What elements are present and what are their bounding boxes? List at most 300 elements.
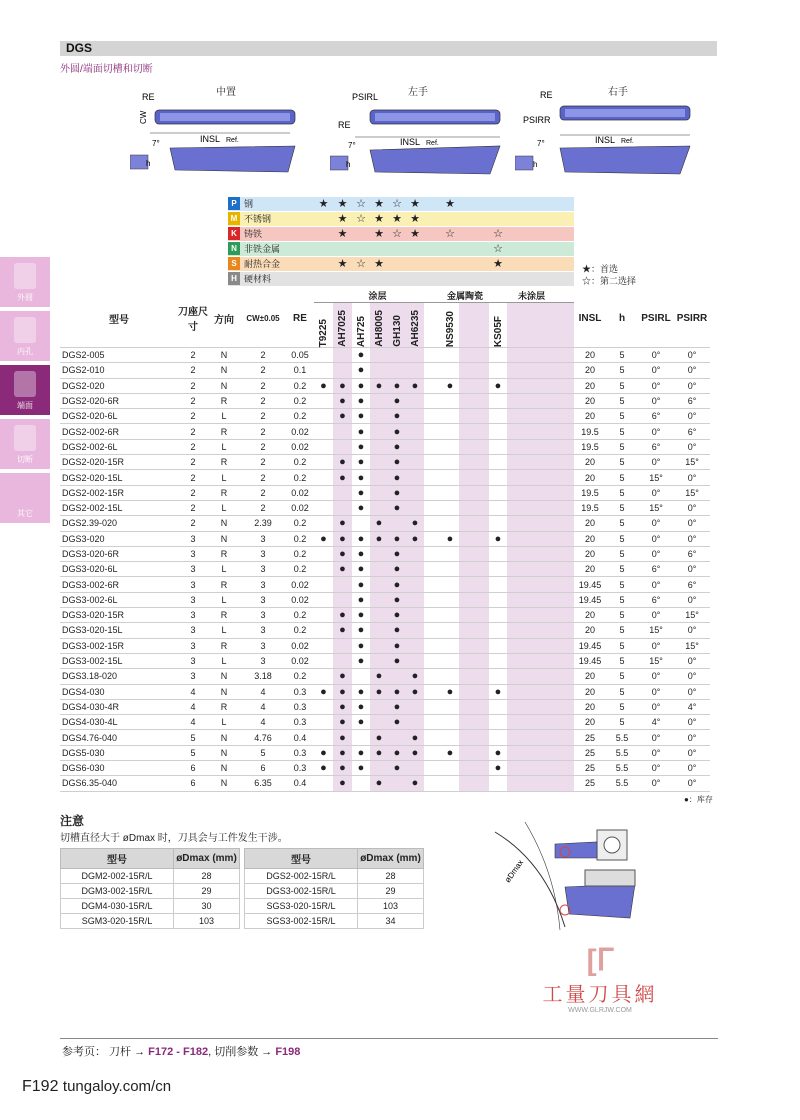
cell-grade-stock [314,730,333,745]
svg-text:Ref.: Ref. [621,138,634,145]
material-name: 非铁金属 [244,244,281,254]
cell-grade-stock [370,608,388,623]
cell-grade-stock [507,684,574,699]
cell-cw: 3 [240,546,286,561]
cell-grade-stock: ● [352,715,370,730]
cell-cw: 2 [240,455,286,470]
material-grade-mark: ☆ [392,198,402,210]
cell-grade-stock [459,592,489,607]
material-row [228,227,574,241]
cell-seat: 3 [178,531,208,546]
cell-grade-stock: ● [388,715,406,730]
cell-grade-stock [424,531,441,546]
cell-h: 5 [606,378,638,393]
cell-psirr: 0° [674,516,710,531]
cell-re: 0.2 [286,623,314,638]
cell-grade-stock [459,715,489,730]
col-h: h [606,289,638,348]
cell-grade-stock: ● [370,378,388,393]
svg-text:7°: 7° [348,141,356,150]
cell-psirl: 0° [638,348,674,363]
cell-grade-stock [441,516,459,531]
cell-grade-stock [370,455,388,470]
cell-grade-stock: ● [352,393,370,408]
dmax-left-col-value: øDmax (mm) [174,849,240,869]
ref-toolholder-range[interactable]: F172 - F182 [148,1046,209,1058]
cell-grade-stock: ● [406,669,424,684]
cell-seat: 2 [178,516,208,531]
sidebar-tab-other[interactable]: 其它 [0,473,50,523]
material-grade-mark: ★ [337,198,348,210]
cell-grade-stock [424,393,441,408]
site-url[interactable]: tungaloy.com/cn [62,1078,172,1095]
cell-insl: 20 [574,531,606,546]
cell-h: 5 [606,470,638,485]
cell-grade-stock [314,546,333,561]
cell-grade-stock [333,439,352,454]
cell-model: DGS3-020 [60,531,178,546]
material-name: 铸铁 [244,229,263,239]
cell-grade-stock [424,776,441,791]
material-grade-mark: ☆ [356,258,366,270]
cell-grade-stock [489,608,507,623]
cell-grade-stock [370,393,388,408]
group-coated: 涂层 [314,289,441,303]
cell-insl: 19.5 [574,424,606,439]
cell-re: 0.2 [286,669,314,684]
cell-h: 5 [606,531,638,546]
cell-model: DGS2-020-6L [60,409,178,424]
cell-grade-stock: ● [333,409,352,424]
cell-psirr: 0° [674,409,710,424]
col-cw: CW±0.05 [240,289,286,348]
dmax-value: 30 [174,899,240,914]
cell-h: 5.5 [606,761,638,776]
material-grade-mark: ☆ [392,228,402,240]
cell-re: 0.2 [286,393,314,408]
cell-grade-stock [489,546,507,561]
cell-grade-stock [441,409,459,424]
table-row [60,684,710,699]
cell-model: DGS4-030 [60,684,178,699]
dmax-model: DGM4-030-15R/L [61,899,174,914]
cell-psirl: 0° [638,684,674,699]
cell-h: 5 [606,577,638,592]
cell-insl: 20 [574,608,606,623]
ref-cutting-page[interactable]: F198 [275,1046,301,1058]
cell-grade-stock: ● [388,409,406,424]
cell-grade-stock [370,348,388,363]
cell-h: 5 [606,393,638,408]
cell-grade-stock: ● [441,745,459,760]
sidebar-tab-internal[interactable]: 内孔 [0,311,50,361]
cell-grade-stock: ● [352,485,370,500]
material-letter: P [228,197,240,210]
diagram-center-title: 中置 [216,87,236,98]
cell-grade-stock [459,638,489,653]
watermark [515,943,685,1014]
cell-re: 0.02 [286,439,314,454]
dmax-row [61,884,240,899]
dmax-row [61,869,240,884]
cell-grade-stock [459,439,489,454]
cell-psirl: 0° [638,485,674,500]
cell-psirr: 0° [674,531,710,546]
material-grade-mark: ★ [410,228,420,240]
cell-model: DGS2-020-6R [60,393,178,408]
cell-insl: 20 [574,455,606,470]
cell-re: 0.02 [286,653,314,668]
svg-text:PSIRL: PSIRL [352,92,379,102]
svg-text:RE: RE [540,90,553,100]
cell-model: DGS2-002-6L [60,439,178,454]
dmax-row [61,914,240,929]
section-subtitle: 外圆/端面切槽和切断 [60,64,153,75]
cell-psirl: 0° [638,761,674,776]
cell-grade-stock [333,577,352,592]
material-name: 钢 [244,199,254,209]
reference-divider [60,1038,718,1039]
cell-model: DGS3-002-6L [60,592,178,607]
dmax-label: øDmax [503,858,526,885]
cell-cw: 3 [240,562,286,577]
dmax-right-col-model: 型号 [245,849,358,869]
cell-psirr: 0° [674,745,710,760]
cell-grade-stock [459,546,489,561]
cell-model: DGS4-030-4L [60,715,178,730]
section-title-bar [60,41,717,56]
cell-direction: N [208,348,240,363]
cell-cw: 2 [240,470,286,485]
cell-grade-stock [507,470,574,485]
cell-insl: 19.5 [574,485,606,500]
cell-grade-stock: ● [388,378,406,393]
dmax-model: DGS3-002-15R/L [245,884,358,899]
cell-grade-stock [314,363,333,378]
cell-re: 0.3 [286,715,314,730]
table-row [60,409,710,424]
cell-grade-stock [459,516,489,531]
cell-grade-stock [370,592,388,607]
cell-grade-stock [441,393,459,408]
cell-cw: 5 [240,745,286,760]
material-grade-mark: ★ [374,198,384,210]
cell-grade-stock: ● [352,378,370,393]
cell-cw: 2 [240,378,286,393]
cell-grade-stock [370,485,388,500]
grade-name [424,303,441,347]
cell-grade-stock [441,577,459,592]
cell-grade-stock [507,577,574,592]
page-footer [22,1078,171,1096]
cell-grade-stock [507,516,574,531]
cell-grade-stock: ● [388,745,406,760]
table-row [60,455,710,470]
cell-grade-stock: ● [406,684,424,699]
cell-psirr: 0° [674,363,710,378]
cell-grade-stock [406,546,424,561]
cell-grade-stock [352,516,370,531]
cell-grade-stock [441,699,459,714]
cell-grade-stock: ● [352,684,370,699]
cell-grade-stock [406,348,424,363]
cell-grade-stock [424,516,441,531]
cell-grade-stock [441,669,459,684]
cell-psirl: 0° [638,699,674,714]
cell-re: 0.05 [286,348,314,363]
sidebar-tab-face[interactable]: 端面 [0,365,50,415]
cell-h: 5 [606,455,638,470]
cell-grade-stock [406,623,424,638]
cell-direction: L [208,715,240,730]
cell-grade-stock [441,653,459,668]
cell-model: DGS3.18-020 [60,669,178,684]
cell-grade-stock [459,455,489,470]
cell-grade-stock [333,424,352,439]
cell-psirl: 0° [638,638,674,653]
cell-grade-stock [489,348,507,363]
grade-name: NS9530 [444,310,456,347]
cell-psirr: 0° [674,470,710,485]
col-psirr: PSIRR [674,289,710,348]
cell-grade-stock [441,348,459,363]
cell-seat: 3 [178,623,208,638]
cell-insl: 20 [574,684,606,699]
cell-grade-stock: ● [388,699,406,714]
material-grade-mark: ★ [374,213,384,225]
cell-seat: 3 [178,577,208,592]
table-row [60,393,710,408]
cell-psirr: 0° [674,500,710,515]
cell-psirl: 0° [638,455,674,470]
cell-grade-stock [459,424,489,439]
cell-grade-stock [459,378,489,393]
cell-grade-stock [406,761,424,776]
dmax-row [245,914,424,929]
material-letter: H [228,272,240,285]
svg-text:Ref.: Ref. [226,137,239,144]
cell-direction: R [208,455,240,470]
cell-re: 0.3 [286,684,314,699]
cell-grade-stock [314,470,333,485]
cell-grade-stock [424,485,441,500]
cell-grade-stock [459,730,489,745]
cell-grade-stock: ● [352,623,370,638]
cell-seat: 2 [178,439,208,454]
cell-psirl: 6° [638,409,674,424]
table-row [60,592,710,607]
cell-grade-stock: ● [333,776,352,791]
cell-psirl: 15° [638,500,674,515]
cell-grade-stock [424,470,441,485]
cell-psirl: 4° [638,715,674,730]
cell-grade-stock: ● [370,516,388,531]
cell-grade-stock [370,409,388,424]
cell-grade-stock: ● [370,684,388,699]
table-row [60,669,710,684]
sidebar-tab-external[interactable]: 外圆 [0,257,50,307]
cell-grade-stock [507,562,574,577]
col-psirl: PSIRL [638,289,674,348]
cell-grade-stock [424,623,441,638]
cell-seat: 2 [178,393,208,408]
cell-grade-stock: ● [352,470,370,485]
cell-re: 0.1 [286,363,314,378]
cell-grade-stock: ● [314,378,333,393]
dmax-model: DGS2-002-15R/L [245,869,358,884]
dmax-value: 103 [358,899,424,914]
face-icon [14,371,36,397]
cell-direction: R [208,577,240,592]
cell-grade-stock [424,363,441,378]
cell-grade-stock [406,393,424,408]
cell-re: 0.02 [286,485,314,500]
cell-direction: N [208,730,240,745]
cell-grade-stock [507,592,574,607]
cell-psirr: 15° [674,608,710,623]
cell-h: 5 [606,684,638,699]
cell-grade-stock: ● [352,653,370,668]
cell-grade-stock: ● [314,531,333,546]
cell-re: 0.2 [286,516,314,531]
cell-grade-stock [441,776,459,791]
cell-grade-stock [441,562,459,577]
svg-text:PSIRR: PSIRR [523,115,551,125]
cell-cw: 6 [240,761,286,776]
cell-grade-stock [370,715,388,730]
cell-model: DGS3-020-6R [60,546,178,561]
cell-grade-stock [441,485,459,500]
cell-grade-stock [459,409,489,424]
cell-grade-stock [441,470,459,485]
internal-icon [14,317,36,343]
cell-grade-stock [406,592,424,607]
cell-grade-stock [424,761,441,776]
table-row [60,608,710,623]
cell-model: DGS2-002-6R [60,424,178,439]
cell-cw: 4.76 [240,730,286,745]
cell-psirl: 6° [638,592,674,607]
col-re: RE [286,289,314,348]
cell-psirl: 15° [638,470,674,485]
cell-grade-stock: ● [333,730,352,745]
cell-psirr: 0° [674,439,710,454]
cell-psirl: 6° [638,439,674,454]
cell-grade-stock [352,730,370,745]
table-row [60,424,710,439]
cell-insl: 25 [574,776,606,791]
cell-h: 5 [606,653,638,668]
cell-grade-stock: ● [352,761,370,776]
cell-seat: 4 [178,684,208,699]
cell-h: 5 [606,562,638,577]
reference-line: 参考页： 刀杆 → F172 - F182, 切削参数 → F198 [62,1046,301,1058]
cell-grade-stock [507,638,574,653]
cell-grade-stock [507,699,574,714]
cell-grade-stock [406,500,424,515]
cell-seat: 3 [178,638,208,653]
cell-grade-stock [424,730,441,745]
cell-model: DGS3-020-15L [60,623,178,638]
cell-grade-stock [370,500,388,515]
cell-grade-stock: ● [333,745,352,760]
table-row [60,363,710,378]
svg-text:CW: CW [139,110,148,124]
material-grade-mark: ★ [318,198,329,210]
cell-grade-stock: ● [388,638,406,653]
cell-grade-stock [424,424,441,439]
cell-grade-stock: ● [441,684,459,699]
insert-right-drawing [515,80,700,190]
cell-insl: 20 [574,516,606,531]
cell-seat: 2 [178,470,208,485]
cell-re: 0.02 [286,424,314,439]
cell-model: DGS2.39-020 [60,516,178,531]
cell-seat: 2 [178,455,208,470]
cell-grade-stock [424,608,441,623]
cell-grade-stock [507,669,574,684]
material-row [228,197,574,211]
cell-grade-stock [459,608,489,623]
material-grade-mark: ★ [374,228,384,240]
cell-psirl: 6° [638,562,674,577]
cell-psirr: 0° [674,378,710,393]
dmax-diagram [485,822,665,932]
cell-grade-stock [489,776,507,791]
cell-grade-stock: ● [352,638,370,653]
cell-model: DGS6-030 [60,761,178,776]
cell-h: 5 [606,715,638,730]
cell-grade-stock: ● [370,669,388,684]
cell-insl: 19.45 [574,592,606,607]
cell-direction: N [208,363,240,378]
cell-grade-stock [370,363,388,378]
cell-grade-stock: ● [352,546,370,561]
cell-seat: 2 [178,500,208,515]
cell-grade-stock [406,409,424,424]
cell-insl: 20 [574,623,606,638]
table-row [60,439,710,454]
cell-psirr: 0° [674,653,710,668]
sidebar-tab-parting[interactable]: 切断 [0,419,50,469]
cell-psirr: 0° [674,684,710,699]
cell-seat: 2 [178,378,208,393]
cell-model: DGS6.35-040 [60,776,178,791]
cell-grade-stock [352,669,370,684]
cell-seat: 3 [178,592,208,607]
cell-grade-stock [489,638,507,653]
cell-seat: 3 [178,669,208,684]
cell-model: DGS2-010 [60,363,178,378]
cell-h: 5 [606,669,638,684]
grade-name: AH725 [355,315,367,347]
material-name: 不锈钢 [244,214,272,224]
material-row [228,272,574,286]
cell-seat: 2 [178,348,208,363]
cell-grade-stock [406,470,424,485]
cell-seat: 3 [178,653,208,668]
cell-psirl: 0° [638,393,674,408]
cell-cw: 2 [240,500,286,515]
cell-grade-stock [489,470,507,485]
cell-direction: N [208,378,240,393]
cell-grade-stock [441,761,459,776]
cell-grade-stock [370,623,388,638]
cell-grade-stock: ● [388,684,406,699]
cell-grade-stock [507,485,574,500]
cell-model: DGS3-002-15L [60,653,178,668]
dmax-row [245,899,424,914]
